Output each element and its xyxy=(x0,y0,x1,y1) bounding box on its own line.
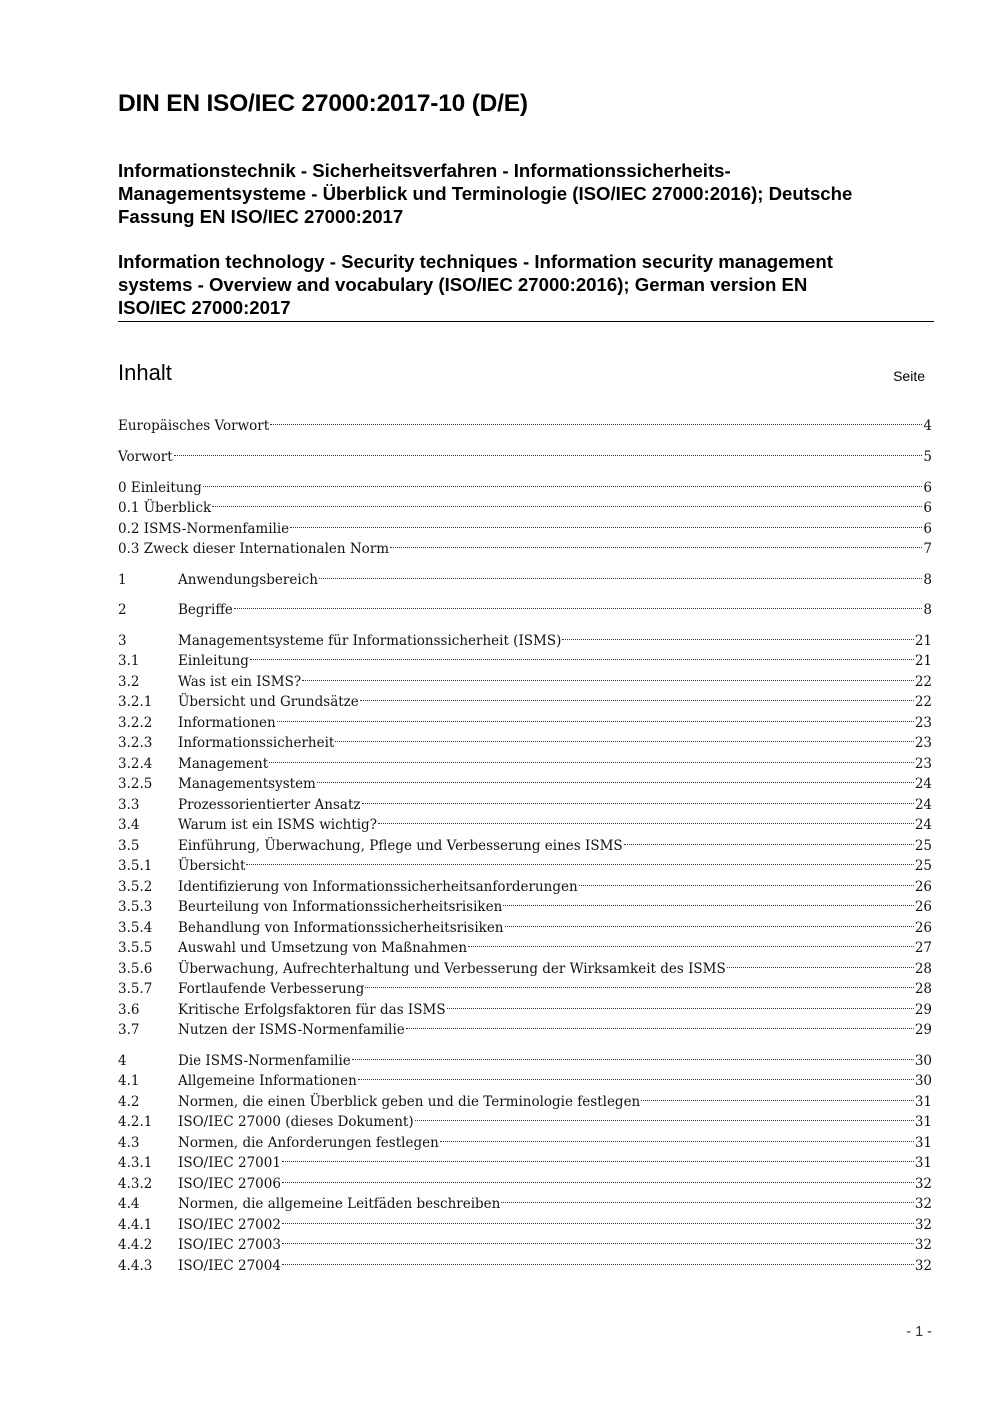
toc-entry-number: 3.6 xyxy=(118,1002,140,1018)
toc-entry[interactable] xyxy=(118,774,932,795)
toc-entry-title: Was ist ein ISMS? xyxy=(178,674,302,690)
title-german-line: Informationstechnik - Sicherheitsverfahren - Informationssicherheits- xyxy=(118,160,731,181)
toc-dot-leader xyxy=(503,905,914,906)
toc-entry-page: 23 xyxy=(914,756,932,772)
toc-entry-number: 3.2.3 xyxy=(118,735,153,751)
toc-entry-title: Überwachung, Aufrechterhaltung und Verbesserung der Wirksamkeit des ISMS xyxy=(178,961,726,977)
toc-dot-leader xyxy=(270,424,922,425)
title-english-line: systems - Overview and vocabulary (ISO/IEC 27000:2016); German version EN xyxy=(118,274,808,295)
toc-entry-page: 22 xyxy=(914,694,932,710)
toc-entry-title: Übersicht und Grundsätze xyxy=(178,694,359,710)
toc-dot-leader xyxy=(282,1243,914,1244)
toc-entry-number: 4.3.2 xyxy=(118,1176,153,1192)
toc-entry[interactable] xyxy=(118,1071,932,1092)
toc-dot-leader xyxy=(390,547,922,548)
toc-entry[interactable] xyxy=(118,836,932,857)
toc-entry[interactable] xyxy=(118,447,932,468)
toc-dot-leader xyxy=(203,486,923,487)
toc-dot-leader xyxy=(282,1161,914,1162)
toc-dot-leader xyxy=(447,1008,914,1009)
toc-entry-page: 27 xyxy=(914,940,932,956)
toc-entry-page: 24 xyxy=(914,797,932,813)
toc-entry-number: 3.1 xyxy=(118,653,140,669)
toc-entry-page: 26 xyxy=(914,920,932,936)
toc-entry-title: Kritische Erfolgsfaktoren für das ISMS xyxy=(178,1002,446,1018)
toc-entry-number: 4.2.1 xyxy=(118,1114,153,1130)
toc-entry-number: 3.5.7 xyxy=(118,981,153,997)
toc-entry-page: 8 xyxy=(923,572,932,588)
toc-entry-page: 6 xyxy=(923,500,932,516)
toc-entry-page: 31 xyxy=(914,1155,932,1171)
toc-dot-leader xyxy=(406,1028,914,1029)
toc-entry[interactable] xyxy=(118,897,932,918)
document-id: DIN EN ISO/IEC 27000:2017-10 (D/E) xyxy=(118,90,528,117)
toc-entry-title: ISO/IEC 27006 xyxy=(178,1176,281,1192)
toc-entry-number: 3.5.6 xyxy=(118,961,153,977)
toc-page-label: Seite xyxy=(893,368,925,384)
toc-dot-leader xyxy=(352,1059,914,1060)
toc-dot-leader xyxy=(562,639,913,640)
toc-entry[interactable] xyxy=(118,1020,932,1041)
toc-entry[interactable] xyxy=(118,938,932,959)
title-english xyxy=(118,250,918,319)
toc-entry-title: Identifizierung von Informationssicherheitsanforderungen xyxy=(178,879,578,895)
toc-dot-leader xyxy=(358,1079,914,1080)
title-english-line: ISO/IEC 27000:2017 xyxy=(118,297,291,318)
toc-entry[interactable] xyxy=(118,979,932,1000)
toc-dot-leader xyxy=(282,1182,914,1183)
toc-heading: Inhalt xyxy=(118,360,172,385)
toc-entry-page: 23 xyxy=(914,735,932,751)
toc-entry-number: 1 xyxy=(118,572,127,588)
toc-dot-leader xyxy=(319,578,922,579)
toc-entry-number: 3.2.5 xyxy=(118,776,153,792)
toc-dot-leader xyxy=(250,659,914,660)
toc-entry-title: Management xyxy=(178,756,269,772)
toc-entry[interactable] xyxy=(118,754,932,775)
toc-dot-leader xyxy=(501,1202,913,1203)
toc-entry-page: 26 xyxy=(914,879,932,895)
toc-entry-title: Die ISMS-Normenfamilie xyxy=(178,1053,351,1069)
toc-entry-page: 25 xyxy=(914,858,932,874)
toc-entry-title: Allgemeine Informationen xyxy=(178,1073,357,1089)
toc-entry[interactable] xyxy=(118,918,932,939)
toc-entry-title: Informationen xyxy=(178,715,276,731)
toc-entry-page: 24 xyxy=(914,817,932,833)
toc-entry-title: Normen, die Anforderungen festlegen xyxy=(178,1135,439,1151)
toc-dot-leader xyxy=(302,680,914,681)
toc-entry-page: 26 xyxy=(914,899,932,915)
toc-entry-page: 31 xyxy=(914,1094,932,1110)
toc-entry-page: 23 xyxy=(914,715,932,731)
toc-entry-number: 4.4.1 xyxy=(118,1217,153,1233)
toc-entry-page: 7 xyxy=(923,541,932,557)
toc-entry-title: Übersicht xyxy=(178,858,246,874)
toc-entry[interactable] xyxy=(118,856,932,877)
toc-dot-leader xyxy=(174,455,923,456)
toc-dot-leader xyxy=(317,782,914,783)
toc-entry-number: 3.5.3 xyxy=(118,899,153,915)
toc-entry-page: 8 xyxy=(923,602,932,618)
toc-entry-title: 0.2 ISMS-Normenfamilie xyxy=(118,521,290,537)
toc-entry-title: ISO/IEC 27000 (dieses Dokument) xyxy=(178,1114,414,1130)
toc-entry-number: 3.5.4 xyxy=(118,920,153,936)
toc-entry-page: 29 xyxy=(914,1022,932,1038)
toc-entry-number: 4.2 xyxy=(118,1094,140,1110)
toc-entry-number: 3.5.2 xyxy=(118,879,153,895)
toc-entry-title: Einleitung xyxy=(178,653,249,669)
toc-entry[interactable] xyxy=(118,1256,932,1277)
toc-dot-leader xyxy=(440,1141,914,1142)
toc-entry-page: 25 xyxy=(914,838,932,854)
toc-entry-title: Begriffe xyxy=(178,602,233,618)
toc-entry-page: 24 xyxy=(914,776,932,792)
toc-entry-page: 32 xyxy=(914,1258,932,1274)
toc-entry-title: ISO/IEC 27001 xyxy=(178,1155,281,1171)
title-german-line: Managementsysteme - Überblick und Terminologie (ISO/IEC 27000:2016); Deutsche xyxy=(118,183,853,204)
toc-entry[interactable] xyxy=(118,1174,932,1195)
toc-entry[interactable] xyxy=(118,672,932,693)
toc-entry-title: ISO/IEC 27003 xyxy=(178,1237,281,1253)
toc-entry-page: 31 xyxy=(914,1135,932,1151)
toc-entry-title: Anwendungsbereich xyxy=(178,572,318,588)
toc-dot-leader xyxy=(365,987,914,988)
toc-dot-leader xyxy=(378,823,914,824)
toc-entry-title: Einführung, Überwachung, Pflege und Verbesserung eines ISMS xyxy=(178,838,623,854)
toc-entry-title: Beurteilung von Informationssicherheitsrisiken xyxy=(178,899,503,915)
toc-entry[interactable] xyxy=(118,1051,932,1072)
toc-entry-page: 28 xyxy=(914,961,932,977)
toc-entry[interactable] xyxy=(118,1235,932,1256)
toc-entry-title: Managementsysteme für Informationssicherheit (ISMS) xyxy=(178,633,562,649)
toc-entry[interactable] xyxy=(118,1000,932,1021)
header-divider xyxy=(118,321,934,322)
toc-entry-title: Europäisches Vorwort xyxy=(118,418,270,434)
toc-entry-page: 22 xyxy=(914,674,932,690)
title-german xyxy=(118,159,918,228)
toc-entry-page: 28 xyxy=(914,981,932,997)
toc-entry-number: 3.5 xyxy=(118,838,140,854)
toc-entry[interactable] xyxy=(118,631,932,652)
toc-entry-number: 4.3.1 xyxy=(118,1155,153,1171)
toc-entry-number: 4.4.2 xyxy=(118,1237,153,1253)
toc-entry-title: ISO/IEC 27002 xyxy=(178,1217,281,1233)
toc-entry-title: Nutzen der ISMS-Normenfamilie xyxy=(178,1022,405,1038)
toc-entry-page: 30 xyxy=(914,1053,932,1069)
toc-entry[interactable] xyxy=(118,877,932,898)
toc-entry-number: 2 xyxy=(118,602,127,618)
toc-dot-leader xyxy=(212,506,922,507)
toc-entry-title: Managementsystem xyxy=(178,776,316,792)
toc-dot-leader xyxy=(277,721,914,722)
toc-entry-title: Vorwort xyxy=(118,449,173,465)
toc-entry-page: 6 xyxy=(923,480,932,496)
toc-entry[interactable] xyxy=(118,815,932,836)
toc-entry[interactable] xyxy=(118,713,932,734)
toc-entry-number: 3.4 xyxy=(118,817,140,833)
toc-entry-title: ISO/IEC 27004 xyxy=(178,1258,281,1274)
toc-dot-leader xyxy=(360,700,914,701)
toc-entry-number: 4.4 xyxy=(118,1196,140,1212)
toc-entry-title: Prozessorientierter Ansatz xyxy=(178,797,361,813)
toc-entry[interactable] xyxy=(118,1092,932,1113)
toc-entry[interactable] xyxy=(118,416,932,437)
toc-entry[interactable] xyxy=(118,1153,932,1174)
toc-entry[interactable] xyxy=(118,570,932,591)
toc-dot-leader xyxy=(579,885,914,886)
toc-entry-number: 3.3 xyxy=(118,797,140,813)
toc-entry-title: Fortlaufende Verbesserung xyxy=(178,981,365,997)
toc-entry[interactable] xyxy=(118,600,932,621)
toc-dot-leader xyxy=(641,1100,914,1101)
toc-entry-number: 3.5.1 xyxy=(118,858,153,874)
toc-entry-number: 3.2 xyxy=(118,674,140,690)
toc-dot-leader xyxy=(290,527,922,528)
toc-entry[interactable] xyxy=(118,1215,932,1236)
toc-entry-page: 5 xyxy=(923,449,932,465)
toc-entry[interactable] xyxy=(118,795,932,816)
toc-entry-title: Normen, die allgemeine Leitfäden beschreiben xyxy=(178,1196,501,1212)
toc-entry[interactable] xyxy=(118,478,932,499)
toc-dot-leader xyxy=(505,926,914,927)
toc-entry[interactable] xyxy=(118,692,932,713)
toc-dot-leader xyxy=(624,844,914,845)
toc-dot-leader xyxy=(234,608,923,609)
toc-entry-page: 30 xyxy=(914,1073,932,1089)
toc-entry-page: 4 xyxy=(923,418,932,434)
toc-entry[interactable] xyxy=(118,539,932,560)
toc-entry[interactable] xyxy=(118,498,932,519)
toc-entry-title: Auswahl und Umsetzung von Maßnahmen xyxy=(178,940,468,956)
toc-entry-number: 3 xyxy=(118,633,127,649)
toc-dot-leader xyxy=(362,803,914,804)
toc-entry-number: 3.5.5 xyxy=(118,940,153,956)
toc-entry-number: 3.2.2 xyxy=(118,715,153,731)
toc-dot-leader xyxy=(335,741,913,742)
toc-entry-number: 3.2.4 xyxy=(118,756,153,772)
toc-entry-number: 4.4.3 xyxy=(118,1258,153,1274)
toc-entry-page: 29 xyxy=(914,1002,932,1018)
toc-entry-title: Normen, die einen Überblick geben und die Terminologie festlegen xyxy=(178,1094,641,1110)
toc-entry-page: 32 xyxy=(914,1196,932,1212)
toc-entry[interactable] xyxy=(118,733,932,754)
toc-entry-title: Informationssicherheit xyxy=(178,735,335,751)
toc-entry[interactable] xyxy=(118,651,932,672)
toc-entry-page: 32 xyxy=(914,1237,932,1253)
toc-dot-leader xyxy=(727,967,914,968)
toc-entry[interactable] xyxy=(118,1112,932,1133)
toc-entry-number: 4 xyxy=(118,1053,127,1069)
toc-entry-title: 0 Einleitung xyxy=(118,480,202,496)
toc-entry[interactable] xyxy=(118,519,932,540)
toc-dot-leader xyxy=(415,1120,914,1121)
toc-dot-leader xyxy=(246,864,913,865)
toc-entry-title: Behandlung von Informationssicherheitsrisiken xyxy=(178,920,504,936)
title-german-line: Fassung EN ISO/IEC 27000:2017 xyxy=(118,206,404,227)
toc-dot-leader xyxy=(269,762,914,763)
toc-entry-number: 3.2.1 xyxy=(118,694,153,710)
toc-entry-page: 32 xyxy=(914,1176,932,1192)
toc-entry-page: 21 xyxy=(914,633,932,649)
page-number: - 1 - xyxy=(906,1324,932,1340)
toc-entry[interactable] xyxy=(118,1194,932,1215)
toc-entry-page: 6 xyxy=(923,521,932,537)
toc-entry-page: 31 xyxy=(914,1114,932,1130)
title-english-line: Information technology - Security techniques - Information security management xyxy=(118,251,833,272)
toc-dot-leader xyxy=(282,1223,914,1224)
toc-entry-number: 3.7 xyxy=(118,1022,140,1038)
toc-entry-number: 4.3 xyxy=(118,1135,140,1151)
toc-entry[interactable] xyxy=(118,959,932,980)
toc-entry-page: 32 xyxy=(914,1217,932,1233)
toc-entry-title: 0.3 Zweck dieser Internationalen Norm xyxy=(118,541,390,557)
toc-entry-title: 0.1 Überblick xyxy=(118,500,212,516)
toc-dot-leader xyxy=(282,1264,914,1265)
toc-entry-page: 21 xyxy=(914,653,932,669)
toc-entry-number: 4.1 xyxy=(118,1073,140,1089)
toc-dot-leader xyxy=(468,946,914,947)
toc-entry-title: Warum ist ein ISMS wichtig? xyxy=(178,817,377,833)
toc-entry[interactable] xyxy=(118,1133,932,1154)
